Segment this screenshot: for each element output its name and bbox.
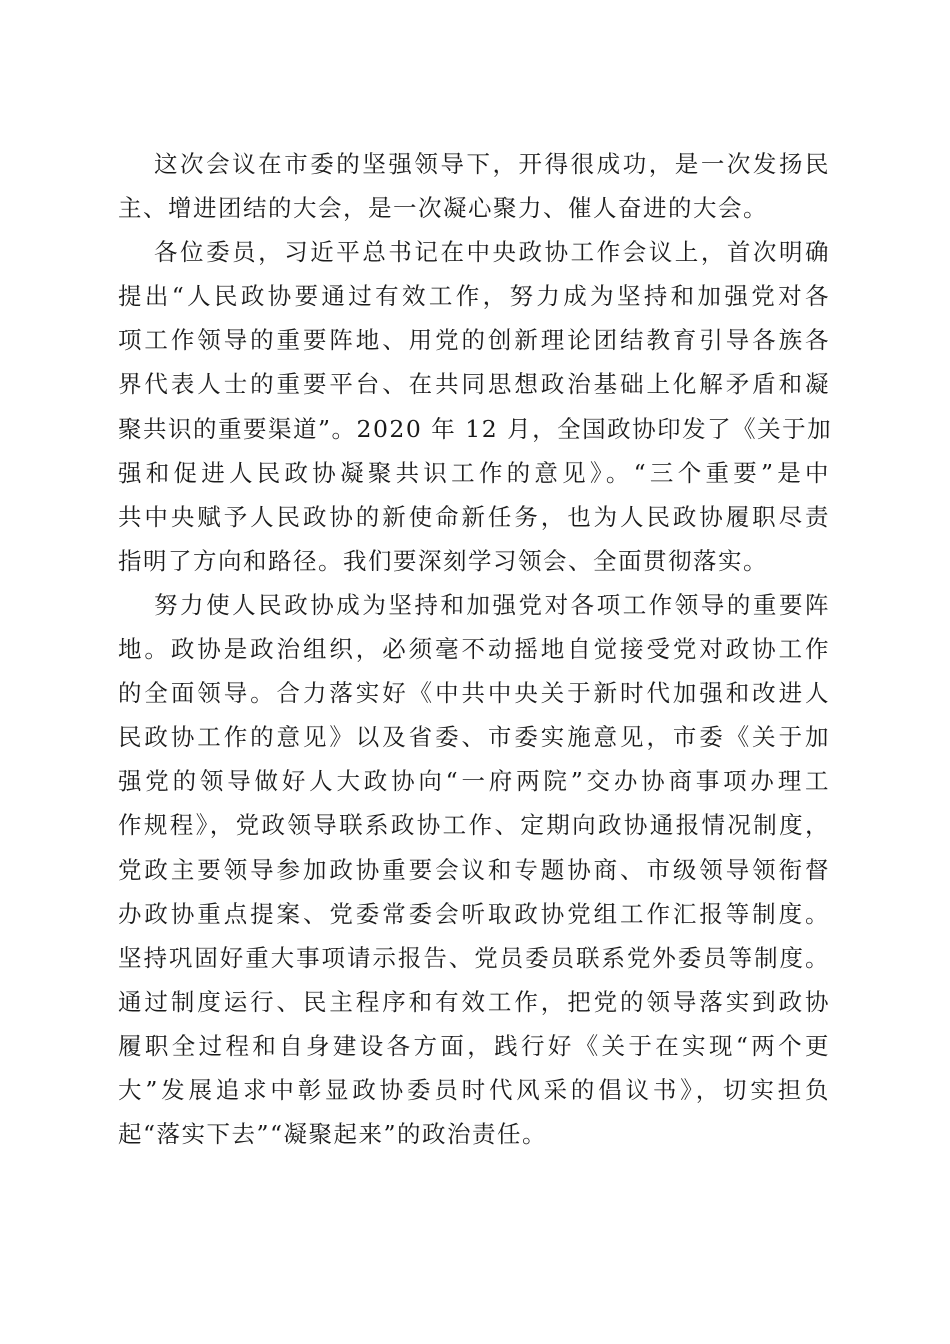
text-line: 地。政协是政治组织，必须毫不动摇地自觉接受党对政协工作 (118, 635, 830, 664)
text-line: 履职全过程和自身建设各方面，践行好《关于在实现“两个更 (118, 1031, 830, 1060)
text-line: 办政协重点提案、党委常委会听取政协党组工作汇报等制度。 (118, 899, 830, 928)
text-line: 聚共识的重要渠道”。2020 年 12 月，全国政协印发了《关于加 (118, 414, 833, 443)
text-line: 起“落实下去”“凝聚起来”的政治责任。 (118, 1120, 548, 1149)
text-line: 项工作领导的重要阵地、用党的创新理论团结教育引导各族各 (118, 326, 830, 355)
text-line: 大”发展追求中彰显政协委员时代风采的倡议书》，切实担负 (118, 1075, 830, 1104)
text-line: 提出“人民政协要通过有效工作，努力成为坚持和加强党对各 (118, 282, 830, 311)
text-line: 作规程》，党政领导联系政协工作、定期向政协通报情况制度， (118, 811, 830, 840)
text-line: 主、增进团结的大会，是一次凝心聚力、催人奋进的大会。 (118, 194, 768, 223)
text-line: 界代表人士的重要平台、在共同思想政治基础上化解矛盾和凝 (118, 370, 830, 399)
text-line: 党政主要领导参加政协重要会议和专题协商、市级领导领衔督 (118, 855, 830, 884)
text-line: 这次会议在市委的坚强领导下，开得很成功，是一次发扬民 (154, 150, 830, 178)
text-line: 的全面领导。合力落实好《中共中央关于新时代加强和改进人 (118, 679, 830, 708)
text-line: 通过制度运行、民主程序和有效工作，把党的领导落实到政协 (118, 987, 830, 1016)
text-line: 民政协工作的意见》以及省委、市委实施意见，市委《关于加 (118, 723, 830, 752)
text-line: 强和促进人民政协凝聚共识工作的意见》。“三个重要”是中 (118, 458, 830, 487)
text-line: 强党的领导做好人大政协向“一府两院”交办协商事项办理工 (118, 767, 830, 796)
text-line: 坚持巩固好重大事项请示报告、党员委员联系党外委员等制度。 (118, 943, 830, 972)
text-line: 指明了方向和路径。我们要深刻学习领会、全面贯彻落实。 (118, 546, 768, 575)
text-line: 共中央赋予人民政协的新使命新任务，也为人民政协履职尽责 (118, 502, 830, 531)
text-line: 努力使人民政协成为坚持和加强党对各项工作领导的重要阵 (154, 590, 830, 619)
body-text (118, 142, 833, 1156)
text-line: 各位委员，习近平总书记在中央政协工作会议上，首次明确 (154, 238, 830, 267)
